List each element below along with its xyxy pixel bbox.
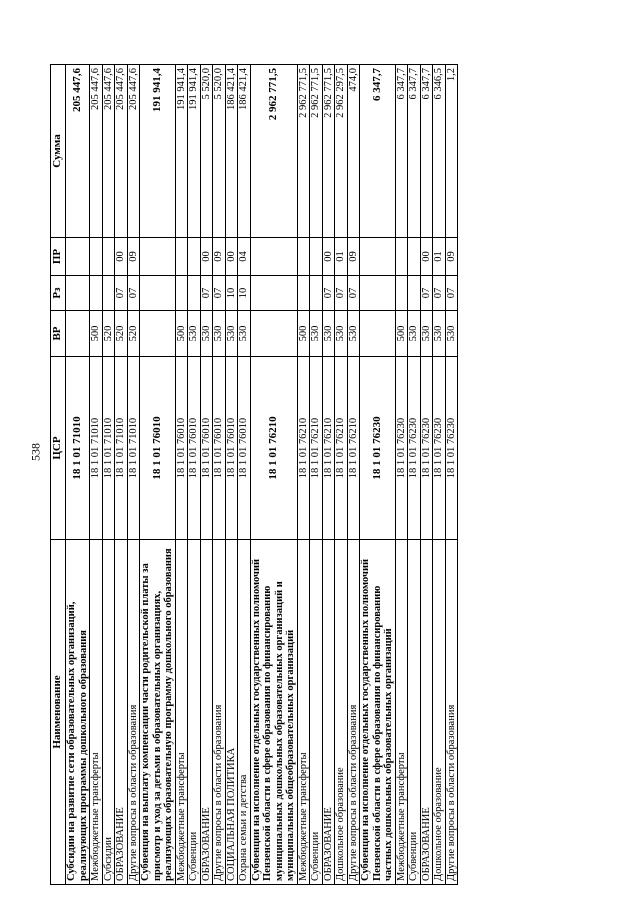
cell-rz <box>90 276 103 311</box>
cell-sum: 6 347,7 <box>420 65 433 238</box>
cell-pr: 01 <box>433 238 446 276</box>
table-row <box>200 65 213 885</box>
cell-vr <box>250 311 297 357</box>
cell-csr: 18 1 01 76210 <box>310 357 323 540</box>
cell-rz <box>408 276 421 311</box>
cell-rz <box>66 276 90 311</box>
cell-rz <box>360 276 396 311</box>
cell-sum: 205 447,6 <box>102 65 115 238</box>
cell-pr: 00 <box>200 238 213 276</box>
cell-pr: 09 <box>213 238 226 276</box>
cell-sum: 2 962 771,5 <box>322 65 335 238</box>
cell-vr <box>360 311 396 357</box>
cell-csr: 18 1 01 76230 <box>408 357 421 540</box>
cell-vr: 530 <box>225 311 238 357</box>
cell-vr: 530 <box>433 311 446 357</box>
cell-sum: 2 962 297,5 <box>335 65 348 238</box>
cell-sum: 205 447,6 <box>115 65 128 238</box>
table-row <box>395 65 408 885</box>
cell-rz: 10 <box>238 276 251 311</box>
cell-csr: 18 1 01 76210 <box>297 357 310 540</box>
table-row <box>310 65 323 885</box>
cell-vr: 500 <box>175 311 188 357</box>
cell-csr: 18 1 01 71010 <box>102 357 115 540</box>
cell-sum: 474,0 <box>347 65 360 238</box>
cell-name: Субсидии на развитие сети образовательных организаций, реализующих программы дошкольного образования <box>66 540 90 885</box>
header-sum: Сумма <box>51 65 66 238</box>
cell-pr <box>188 238 201 276</box>
cell-name: Дошкольное образование <box>335 540 348 885</box>
table-row <box>420 65 433 885</box>
cell-sum: 6 347,7 <box>395 65 408 238</box>
cell-pr <box>140 238 176 276</box>
cell-csr: 18 1 01 76210 <box>347 357 360 540</box>
header-pr: ПР <box>51 238 66 276</box>
cell-csr: 18 1 01 76230 <box>433 357 446 540</box>
cell-name: Другие вопросы в области образования <box>347 540 360 885</box>
cell-vr: 500 <box>297 311 310 357</box>
cell-sum: 205 447,6 <box>66 65 90 238</box>
cell-vr: 500 <box>90 311 103 357</box>
table-row <box>445 65 458 885</box>
cell-pr <box>310 238 323 276</box>
cell-vr: 530 <box>310 311 323 357</box>
cell-rz: 07 <box>420 276 433 311</box>
cell-csr: 18 1 01 76230 <box>445 357 458 540</box>
cell-name: Другие вопросы в области образования <box>127 540 140 885</box>
cell-vr: 530 <box>347 311 360 357</box>
cell-csr: 18 1 01 76010 <box>175 357 188 540</box>
cell-rz: 07 <box>322 276 335 311</box>
cell-rz <box>140 276 176 311</box>
cell-pr <box>297 238 310 276</box>
cell-csr: 18 1 01 71010 <box>115 357 128 540</box>
cell-name: Субвенция на выплату компенсации части родительской платы за присмотр и уход за детьми в образовательных организациях, реализующих образовательную программу дошкольного образования <box>140 540 176 885</box>
cell-pr: 04 <box>238 238 251 276</box>
cell-name: Другие вопросы в области образования <box>213 540 226 885</box>
cell-csr: 18 1 01 71010 <box>66 357 90 540</box>
cell-sum: 191 941,4 <box>175 65 188 238</box>
cell-sum: 186 421,4 <box>225 65 238 238</box>
table-row <box>213 65 226 885</box>
cell-vr <box>140 311 176 357</box>
cell-csr: 18 1 01 76010 <box>200 357 213 540</box>
table-row <box>297 65 310 885</box>
cell-name: Дошкольное образование <box>433 540 446 885</box>
cell-vr: 520 <box>115 311 128 357</box>
cell-sum: 1,2 <box>445 65 458 238</box>
cell-rz: 07 <box>433 276 446 311</box>
cell-pr <box>360 238 396 276</box>
cell-rz: 07 <box>213 276 226 311</box>
cell-csr: 18 1 01 76230 <box>360 357 396 540</box>
cell-name: Охрана семьи и детства <box>238 540 251 885</box>
page-number: 538 <box>28 443 43 461</box>
cell-name: Субвенции на исполнение отдельных государственных полномочий Пензенской области в сфере образования по финансированию частных дошкольных образовательных организаций <box>360 540 396 885</box>
cell-vr: 530 <box>408 311 421 357</box>
cell-rz: 07 <box>335 276 348 311</box>
cell-csr: 18 1 01 76230 <box>395 357 408 540</box>
cell-rz <box>310 276 323 311</box>
header-csr: ЦСР <box>51 357 66 540</box>
cell-name: ОБРАЗОВАНИЕ <box>115 540 128 885</box>
cell-name: Межбюджетные трансферты <box>297 540 310 885</box>
cell-sum: 6 347,7 <box>360 65 396 238</box>
cell-name: Субвенции <box>188 540 201 885</box>
table-row-section <box>66 65 90 885</box>
cell-sum: 205 447,6 <box>127 65 140 238</box>
cell-csr: 18 1 01 76210 <box>250 357 297 540</box>
table-row-section <box>360 65 396 885</box>
table-row-section <box>250 65 297 885</box>
table-row <box>90 65 103 885</box>
cell-sum: 6 347,7 <box>408 65 421 238</box>
header-rz: Рз <box>51 276 66 311</box>
table-row <box>238 65 251 885</box>
cell-pr <box>90 238 103 276</box>
cell-pr: 01 <box>335 238 348 276</box>
cell-rz: 07 <box>115 276 128 311</box>
table-row <box>102 65 115 885</box>
table-row <box>335 65 348 885</box>
cell-name: Межбюджетные трансферты <box>175 540 188 885</box>
table-row <box>347 65 360 885</box>
cell-name: ОБРАЗОВАНИЕ <box>322 540 335 885</box>
header-name: Наименование <box>51 540 66 885</box>
cell-sum: 5 520,0 <box>213 65 226 238</box>
cell-pr <box>102 238 115 276</box>
cell-sum: 205 447,6 <box>90 65 103 238</box>
table-row-section <box>140 65 176 885</box>
cell-vr: 500 <box>395 311 408 357</box>
cell-sum: 191 941,4 <box>140 65 176 238</box>
cell-sum: 186 421,4 <box>238 65 251 238</box>
cell-name: ОБРАЗОВАНИЕ <box>200 540 213 885</box>
table-row <box>408 65 421 885</box>
cell-rz: 07 <box>347 276 360 311</box>
budget-table <box>50 64 458 885</box>
cell-csr: 18 1 01 76010 <box>213 357 226 540</box>
cell-name: Субвенции <box>408 540 421 885</box>
table-row <box>175 65 188 885</box>
cell-sum: 6 346,5 <box>433 65 446 238</box>
table-row <box>322 65 335 885</box>
cell-rz: 07 <box>445 276 458 311</box>
cell-csr: 18 1 01 76230 <box>420 357 433 540</box>
cell-name: Межбюджетные трансферты <box>90 540 103 885</box>
cell-name: ОБРАЗОВАНИЕ <box>420 540 433 885</box>
table-body <box>66 65 458 885</box>
cell-pr: 09 <box>347 238 360 276</box>
cell-rz <box>297 276 310 311</box>
cell-name: Субсидии <box>102 540 115 885</box>
cell-vr: 520 <box>127 311 140 357</box>
header-vr: ВР <box>51 311 66 357</box>
cell-pr: 09 <box>127 238 140 276</box>
cell-vr: 530 <box>238 311 251 357</box>
cell-vr: 530 <box>335 311 348 357</box>
cell-pr <box>408 238 421 276</box>
cell-rz <box>102 276 115 311</box>
cell-vr: 530 <box>188 311 201 357</box>
cell-vr: 520 <box>102 311 115 357</box>
cell-csr: 18 1 01 76010 <box>225 357 238 540</box>
cell-rz: 07 <box>200 276 213 311</box>
cell-csr: 18 1 01 76210 <box>322 357 335 540</box>
cell-sum: 191 941,4 <box>188 65 201 238</box>
cell-sum: 2 962 771,5 <box>310 65 323 238</box>
cell-name: СОЦИАЛЬНАЯ ПОЛИТИКА <box>225 540 238 885</box>
cell-rz: 07 <box>127 276 140 311</box>
cell-pr: 00 <box>420 238 433 276</box>
cell-name: Субвенции на исполнение отдельных государственных полномочий Пензенской области в сфере образования по финансированию муниципальных дошкольных образовательных организаций и муниципальных общеобразовательных организаций <box>250 540 297 885</box>
cell-vr: 530 <box>420 311 433 357</box>
cell-rz <box>395 276 408 311</box>
cell-rz <box>250 276 297 311</box>
cell-sum: 2 962 771,5 <box>250 65 297 238</box>
table-row <box>433 65 446 885</box>
header-row <box>51 65 66 885</box>
cell-rz <box>188 276 201 311</box>
cell-csr: 18 1 01 76210 <box>335 357 348 540</box>
cell-rz <box>175 276 188 311</box>
cell-name: Другие вопросы в области образования <box>445 540 458 885</box>
cell-csr: 18 1 01 71010 <box>90 357 103 540</box>
cell-pr: 09 <box>445 238 458 276</box>
cell-sum: 2 962 771,5 <box>297 65 310 238</box>
cell-csr: 18 1 01 76010 <box>238 357 251 540</box>
cell-pr <box>250 238 297 276</box>
cell-csr: 18 1 01 71010 <box>127 357 140 540</box>
cell-rz: 10 <box>225 276 238 311</box>
cell-sum: 5 520,0 <box>200 65 213 238</box>
table-row <box>115 65 128 885</box>
cell-csr: 18 1 01 76010 <box>140 357 176 540</box>
cell-pr: 00 <box>322 238 335 276</box>
cell-vr: 530 <box>322 311 335 357</box>
cell-vr: 530 <box>213 311 226 357</box>
table-row <box>188 65 201 885</box>
table-row <box>127 65 140 885</box>
cell-pr <box>66 238 90 276</box>
cell-name: Межбюджетные трансферты <box>395 540 408 885</box>
rotated-table-container <box>50 65 586 885</box>
table-row <box>225 65 238 885</box>
cell-vr: 530 <box>200 311 213 357</box>
cell-name: Субвенции <box>310 540 323 885</box>
cell-pr <box>395 238 408 276</box>
cell-pr: 00 <box>225 238 238 276</box>
cell-csr: 18 1 01 76010 <box>188 357 201 540</box>
cell-pr <box>175 238 188 276</box>
cell-vr <box>66 311 90 357</box>
cell-pr: 00 <box>115 238 128 276</box>
cell-vr: 530 <box>445 311 458 357</box>
